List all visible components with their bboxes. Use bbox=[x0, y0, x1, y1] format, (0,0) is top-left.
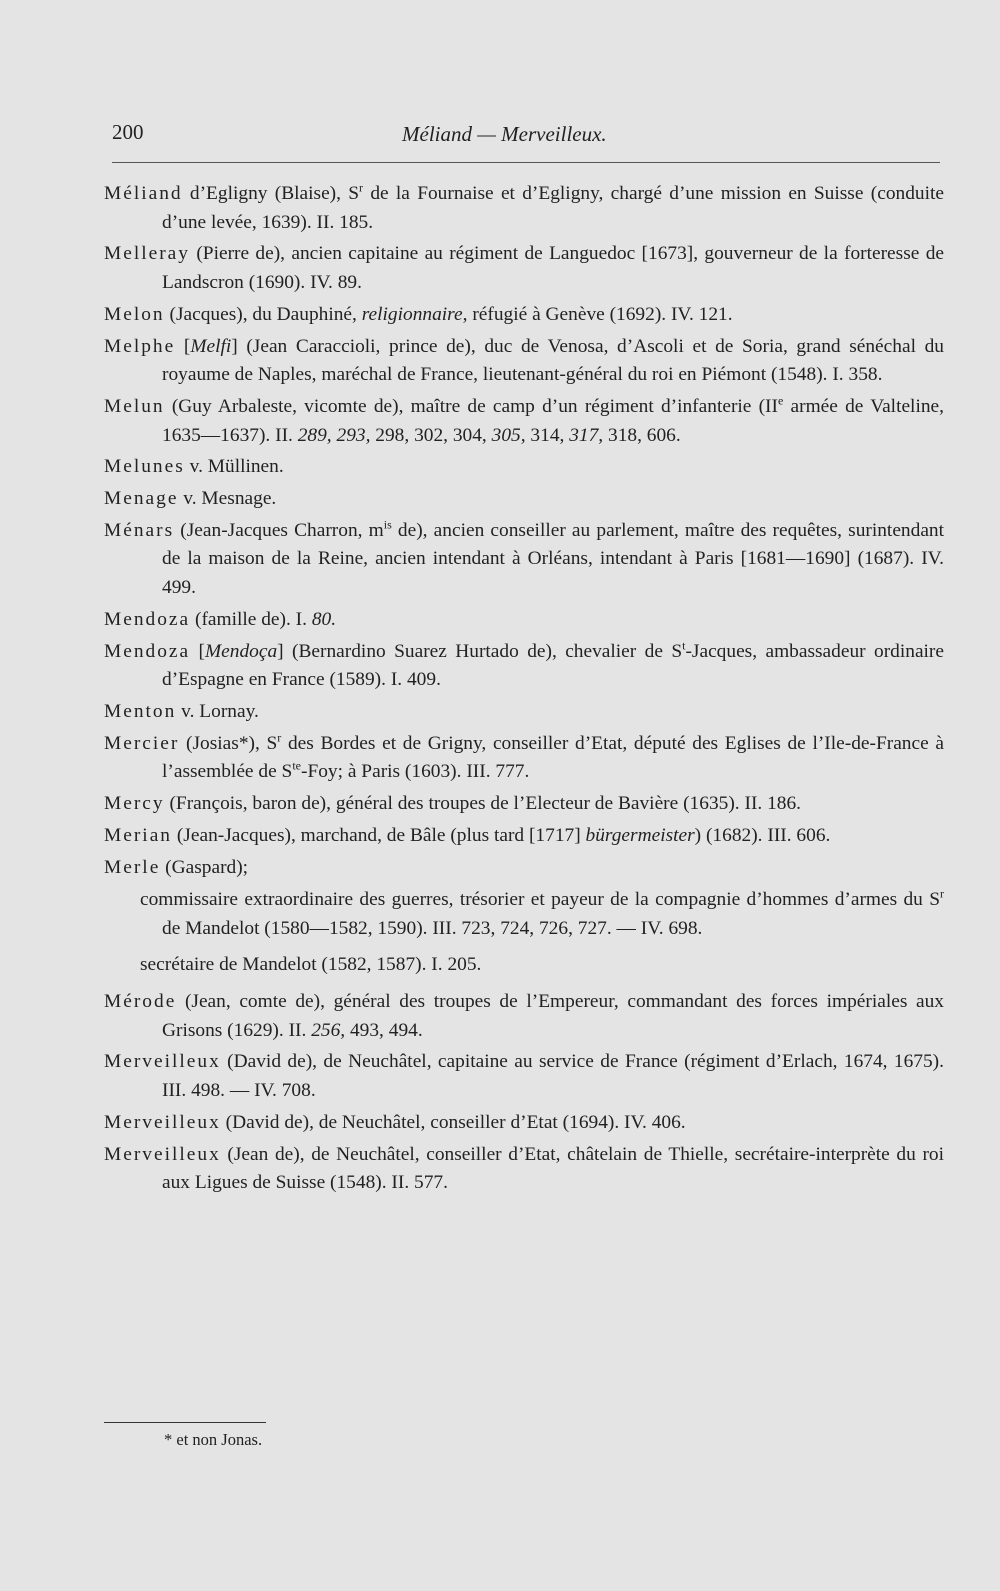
entry-name: Mercier bbox=[104, 732, 180, 754]
index-entry: Melleray (Pierre de), ancien capitaine au régiment de Languedoc [1673], gouverneur de la forteresse de Landscron (1690). IV. 89. bbox=[104, 243, 944, 293]
index-entry: Ménars (Jean-Jacques Charron, $m^{is}$ de), ancien conseiller au parlement, maître des requêtes, surintendant de la maison de la Reine, ancien intendant à Orléans, intendant à Paris [1681—1690] (1687). IV. 499. bbox=[104, 517, 945, 599]
index-entry: Melphe [Melfi] (Jean Caraccioli, prince de), duc de Venosa, d’Ascoli et de Soria, grand sénéchal du royaume de Naples, maréchal de France, lieutenant-général du roi en Piémont (1548). I. 358. bbox=[104, 335, 944, 386]
entry-name: Merian bbox=[104, 824, 172, 846]
index-subentry: secrétaire de Mandelot (1582, 1587). I. 205. bbox=[140, 954, 482, 976]
header-rule bbox=[112, 162, 940, 163]
index-entry: Merian (Jean-Jacques), marchand, de Bâle (plus tard [1717] bürgermeister) (1682). III. 606. bbox=[104, 824, 831, 846]
index-entry: Mercy (François, baron de), général des troupes de l’Electeur de Bavière (1635). II. 186. bbox=[104, 793, 802, 815]
index-entry: Merveilleux (David de), de Neuchâtel, conseiller d’Etat (1694). IV. 406. bbox=[104, 1111, 686, 1133]
index-entry: Melon (Jacques), du Dauphiné, religionnaire, réfugié à Genève (1692). IV. 121. bbox=[104, 303, 733, 325]
index-entry: Melunes v. Müllinen. bbox=[104, 456, 284, 478]
page-header bbox=[112, 120, 942, 160]
entry-name: Melun bbox=[104, 395, 165, 417]
entry-name: Merveilleux bbox=[104, 1143, 221, 1165]
index-entry: Merveilleux (David de), de Neuchâtel, capitaine au service de France (régiment d’Erlach, 1674, 1675). III. 498. — IV. 708. bbox=[104, 1051, 944, 1102]
index-entry: Mérode (Jean, comte de), général des troupes de l’Empereur, commandant des forces impériales aux Grisons (1629). II. 256, 493, 494. bbox=[104, 991, 944, 1041]
footnote: * et non Jonas. bbox=[164, 1430, 263, 1449]
entry-name: Merle bbox=[104, 856, 161, 878]
entry-name: Merveilleux bbox=[104, 1051, 221, 1073]
footnote-rule bbox=[104, 1422, 266, 1423]
entry-name: Melleray bbox=[104, 243, 190, 265]
entry-name: Menton bbox=[104, 700, 177, 722]
index-entry: Merle (Gaspard); bbox=[104, 856, 249, 878]
index-entry: Mendoza [Mendoça] (Bernardino Suarez Hurtado de), chevalier de $S^t$-Jacques, ambassadeur ordinaire d’Espagne en France (1589). I. 409. bbox=[104, 638, 944, 691]
index-subentry: commissaire extraordinaire des guerres, trésorier et payeur de la compagnie d’hommes d’armes du $S^r$ de Mandelot (1580—1582, 1590). III. 723, 724, 726, 727. — IV. 698. bbox=[140, 886, 944, 939]
entry-name: Mendoza bbox=[104, 640, 191, 662]
entry-name: Merveilleux bbox=[104, 1111, 221, 1133]
entry-name: Mérode bbox=[104, 991, 177, 1013]
index-body bbox=[104, 180, 944, 1201]
entry-name: Méliand bbox=[104, 183, 183, 204]
entry-name: Melon bbox=[104, 303, 165, 325]
entry-name: Mendoza bbox=[104, 608, 191, 630]
page-number: 200 bbox=[112, 120, 144, 144]
index-entry: Mendoza (famille de). I. 80. bbox=[104, 608, 337, 630]
index-entry: Mercier (Josias*), $S^r$ des Bordes et de Grigny, conseiller d’Etat, député des Eglises de l’Ile-de-France à l’assemblée de $S^{te}$-Foy; à Paris (1603). III. 777. bbox=[104, 730, 944, 783]
entry-name: Mercy bbox=[104, 793, 165, 815]
entry-name: Melphe bbox=[104, 335, 176, 357]
index-entry: Merveilleux (Jean de), de Neuchâtel, conseiller d’Etat, châtelain de Thielle, secrétaire-interprète du roi aux Ligues de Suisse (1548). II. 577. bbox=[104, 1143, 944, 1194]
running-title: Méliand — Merveilleux. bbox=[402, 122, 607, 146]
index-entry: Melun (Guy Arbaleste, vicomte de), maître de camp d’un régiment d’infanterie (IIe armée de Valteline, 1635—1637). II. 289, 293, 298, 302, 304, 305, 314, 317, 318, 606. bbox=[104, 393, 944, 446]
index-entry: Menage v. Mesnage. bbox=[104, 488, 277, 510]
entry-name: Ménars bbox=[104, 519, 175, 541]
index-entry: Menton v. Lornay. bbox=[104, 700, 259, 722]
entry-name: Melunes bbox=[104, 456, 185, 478]
index-entry: Méliand d’Egligny (Blaise), $S^r$ de la Fournaise et d’Egligny, chargé d’une mission en Suisse (conduite d’une levée, 1639). II. 185. bbox=[104, 180, 944, 233]
entry-name: Menage bbox=[104, 488, 179, 510]
